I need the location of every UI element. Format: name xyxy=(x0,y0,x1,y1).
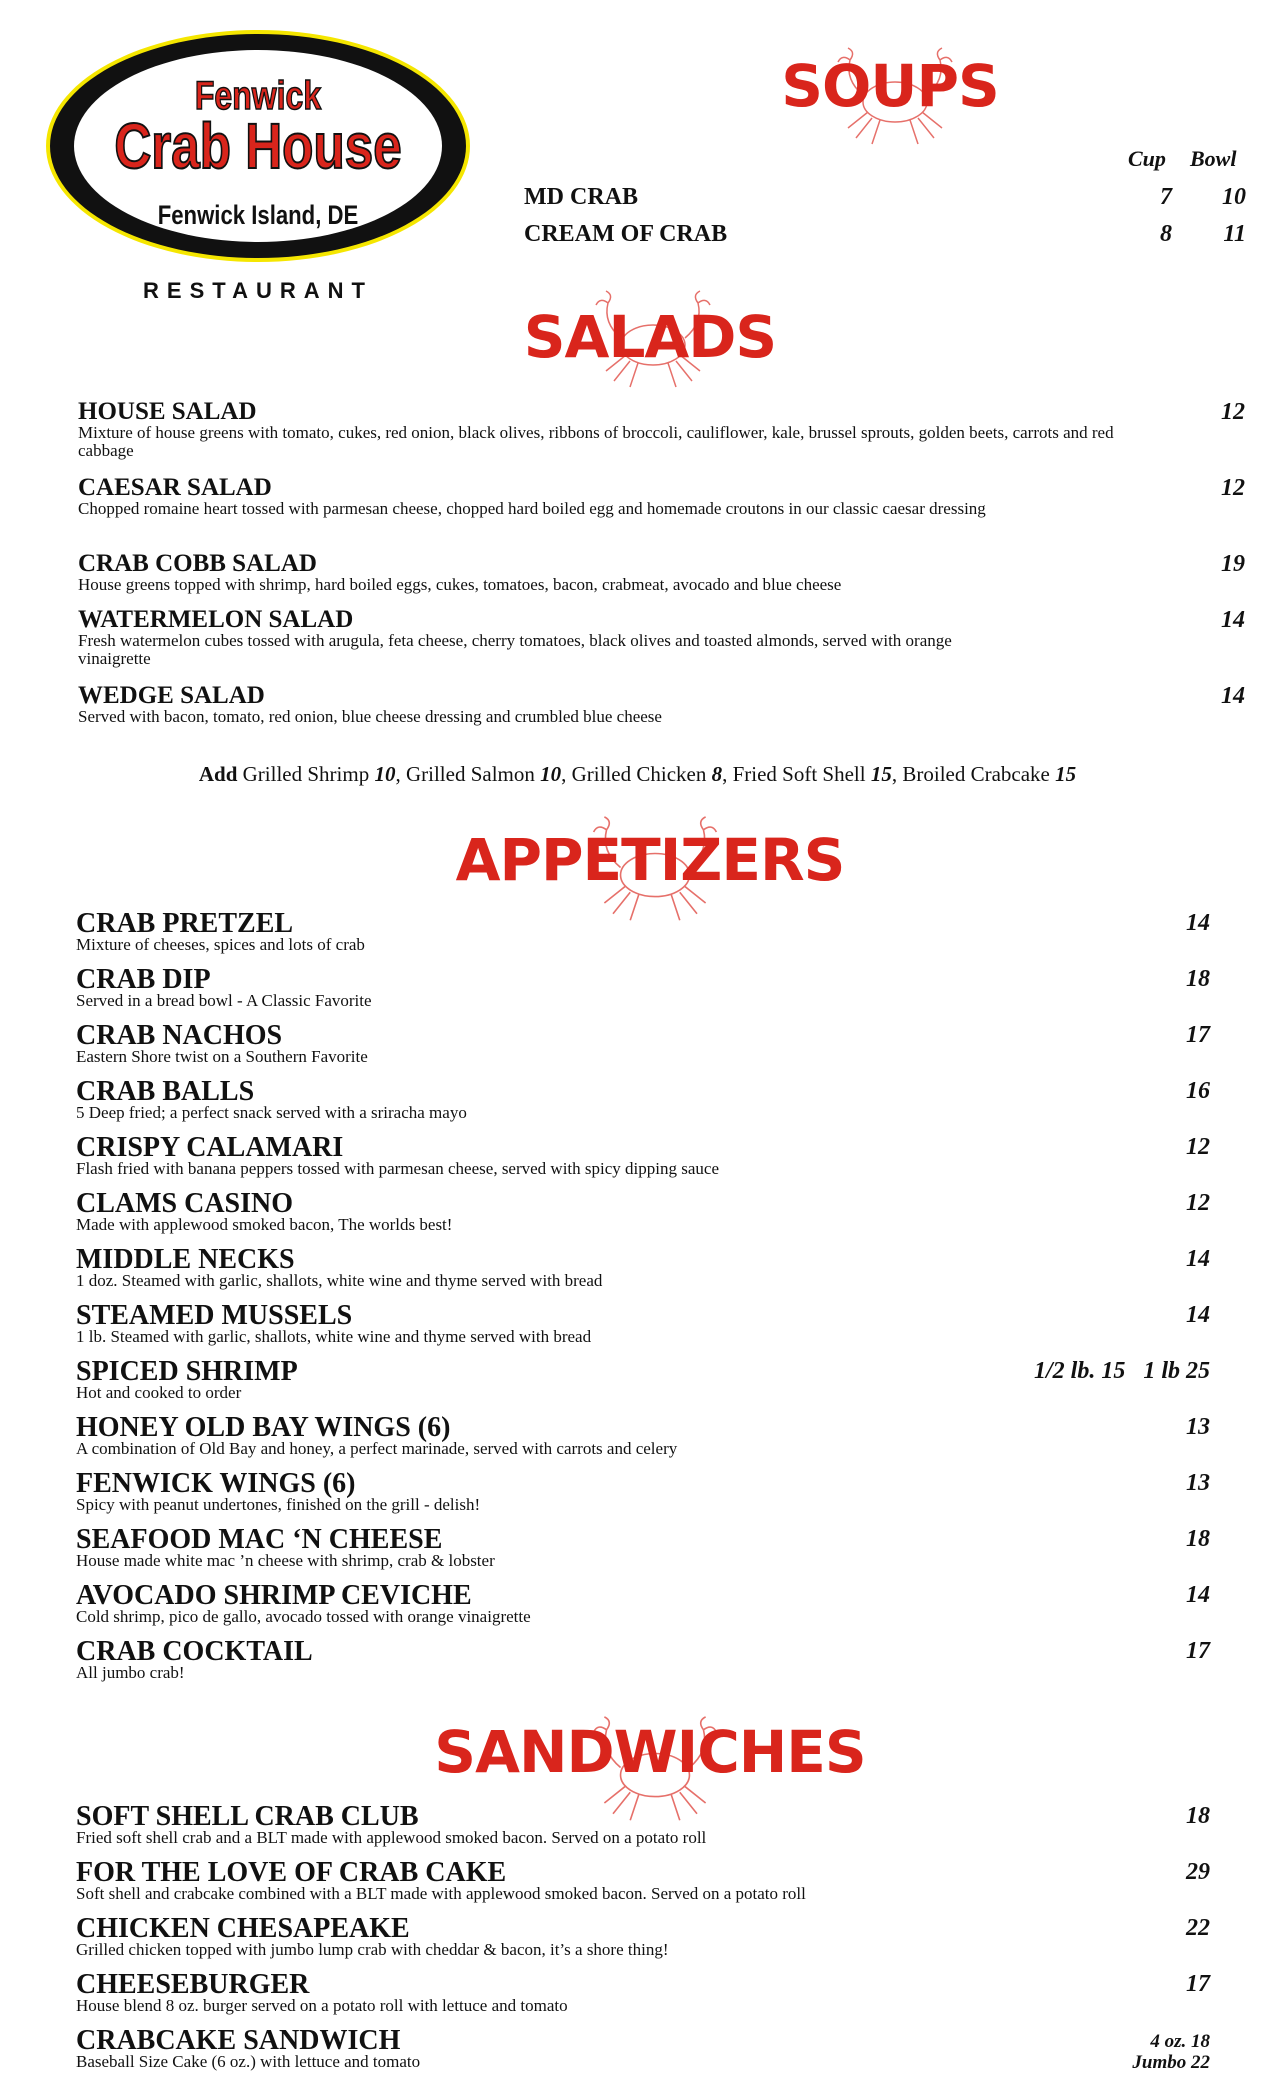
add-on-name: Grilled Salmon xyxy=(405,762,535,786)
appetizer-price: 13 xyxy=(1186,1414,1210,1440)
salad-name: CRAB COBB SALAD xyxy=(78,550,317,577)
sandwich-name: CHICKEN CHESAPEAKE xyxy=(76,1913,410,1944)
appetizer-name: SPICED SHRIMP xyxy=(76,1356,298,1387)
soup-bowl-price: 11 xyxy=(1223,221,1246,247)
sandwich-price: 4 oz. 18 xyxy=(1150,2031,1210,2052)
add-on-name: Broiled Crabcake xyxy=(902,762,1050,786)
add-on-price: 10 xyxy=(374,762,396,786)
sandwich-name: FOR THE LOVE OF CRAB CAKE xyxy=(76,1857,507,1888)
salad-name: WATERMELON SALAD xyxy=(78,606,354,633)
add-on-price: 15 xyxy=(1055,762,1077,786)
appetizer-price: 18 xyxy=(1186,966,1210,992)
sandwich-description: Grilled chicken topped with jumbo lump crab with cheddar & bacon, it’s a shore thing! xyxy=(76,1940,669,1959)
soups-cup-header: Cup xyxy=(1128,146,1166,171)
sandwiches-heading: SANDWICHES xyxy=(434,1718,866,1786)
add-on-price: 10 xyxy=(540,762,562,786)
appetizer-price: 16 xyxy=(1186,1078,1210,1104)
sandwich-price: 29 xyxy=(1186,1859,1210,1885)
appetizer-name: SEAFOOD MAC ‘N CHEESE xyxy=(76,1524,443,1555)
add-on-price: 15 xyxy=(870,762,892,786)
appetizer-description: Mixture of cheeses, spices and lots of crab xyxy=(76,935,365,954)
appetizer-name: CRAB DIP xyxy=(76,964,211,995)
salad-add-ons: Add Grilled Shrimp 10, Grilled Salmon 10, Grilled Chicken 8, Fried Soft Shell 15, Broiled Crabcake 15 xyxy=(198,762,1077,786)
sandwich-price: 22 xyxy=(1186,1915,1210,1941)
appetizer-price: 1/2 lb. 15 1 lb 25 xyxy=(1033,1358,1210,1384)
appetizer-price: 18 xyxy=(1186,1526,1210,1552)
appetizer-name: CRAB COCKTAIL xyxy=(76,1636,313,1667)
restaurant-logo xyxy=(46,30,476,303)
salad-price: 12 xyxy=(1221,475,1245,501)
sandwich-name: SOFT SHELL CRAB CLUB xyxy=(76,1801,419,1832)
soup-cup-price: 8 xyxy=(1160,221,1172,247)
sandwich-name: CRABCAKE SANDWICH xyxy=(76,2025,401,2056)
appetizer-name: CLAMS CASINO xyxy=(76,1188,294,1219)
sandwich-description: Baseball Size Cake (6 oz.) with lettuce and tomato xyxy=(76,2052,421,2071)
add-on-name: Grilled Chicken xyxy=(571,762,707,786)
appetizer-price: 14 xyxy=(1186,1246,1210,1272)
salad-description: House greens topped with shrimp, hard boiled eggs, cukes, tomatoes, bacon, crabmeat, avocado and blue cheese xyxy=(78,575,842,594)
salads-heading: SALADS xyxy=(523,303,777,371)
appetizer-description: Eastern Shore twist on a Southern Favorite xyxy=(76,1047,368,1066)
salad-name: CAESAR SALAD xyxy=(78,474,272,501)
appetizer-name: HONEY OLD BAY WINGS (6) xyxy=(76,1412,451,1443)
sandwich-description: House blend 8 oz. burger served on a potato roll with lettuce and tomato xyxy=(76,1996,568,2015)
appetizer-description: Spicy with peanut undertones, finished on the grill - delish! xyxy=(76,1495,481,1514)
appetizer-description: All jumbo crab! xyxy=(76,1663,185,1682)
logo-name-line2: Crab House xyxy=(114,110,402,182)
appetizer-name: AVOCADO SHRIMP CEVICHE xyxy=(76,1580,472,1611)
salad-price: 14 xyxy=(1221,683,1245,709)
soups-heading: SOUPS xyxy=(781,52,999,120)
appetizer-name: CRAB PRETZEL xyxy=(76,908,294,939)
soup-cup-price: 7 xyxy=(1160,184,1172,210)
add-on-name: Grilled Shrimp xyxy=(242,762,370,786)
sandwich-price: 18 xyxy=(1186,1803,1210,1829)
appetizer-description: Made with applewood smoked bacon, The worlds best! xyxy=(76,1215,453,1234)
appetizer-description: 1 lb. Steamed with garlic, shallots, white wine and thyme served with bread xyxy=(76,1327,592,1346)
appetizer-description: 1 doz. Steamed with garlic, shallots, white wine and thyme served with bread xyxy=(76,1271,603,1290)
sandwich-price: 17 xyxy=(1186,1971,1210,1997)
add-on-price: 8 xyxy=(711,762,723,786)
appetizer-name: CRISPY CALAMARI xyxy=(76,1132,344,1163)
appetizer-name: STEAMED MUSSELS xyxy=(76,1300,353,1331)
appetizer-name: CRAB BALLS xyxy=(76,1076,255,1107)
soup-name: MD CRAB xyxy=(524,184,638,210)
appetizer-description: A combination of Old Bay and honey, a perfect marinade, served with carrots and celery xyxy=(76,1439,678,1458)
salad-price: 12 xyxy=(1221,399,1245,425)
soup-name: CREAM OF CRAB xyxy=(524,221,728,247)
appetizer-name: MIDDLE NECKS xyxy=(76,1244,295,1275)
appetizer-price: 14 xyxy=(1186,910,1210,936)
appetizer-price: 14 xyxy=(1186,1582,1210,1608)
appetizer-description: 5 Deep fried; a perfect snack served with a sriracha mayo xyxy=(76,1103,467,1122)
salad-description: Chopped romaine heart tossed with parmesan cheese, chopped hard boiled egg and homemade croutons in our classic caesar dressing xyxy=(78,499,986,518)
logo-name-line1: Fenwick xyxy=(194,74,322,118)
sandwich-price: Jumbo 22 xyxy=(1132,2052,1210,2073)
salad-description: Fresh watermelon cubes tossed with arugula, feta cheese, cherry tomatoes, black olives and toasted almonds, served with orange vinaigrette xyxy=(78,631,952,668)
salad-description: Served with bacon, tomato, red onion, blue cheese dressing and crumbled blue cheese xyxy=(78,707,662,726)
appetizer-description: Served in a bread bowl - A Classic Favorite xyxy=(76,991,372,1010)
salad-name: HOUSE SALAD xyxy=(78,398,257,425)
appetizer-description: Flash fried with banana peppers tossed with parmesan cheese, served with spicy dipping sauce xyxy=(76,1159,719,1178)
add-label: Add xyxy=(198,762,238,786)
appetizer-price: 12 xyxy=(1186,1134,1210,1160)
salad-price: 19 xyxy=(1221,551,1245,577)
salad-description: Mixture of house greens with tomato, cukes, red onion, black olives, ribbons of broccoli, cauliflower, kale, brussel sprouts, golden beets, carrots and red cabbage xyxy=(78,423,1114,460)
appetizer-description: Cold shrimp, pico de gallo, avocado tossed with orange vinaigrette xyxy=(76,1607,531,1626)
salad-name: WEDGE SALAD xyxy=(78,682,265,709)
appetizer-price: 17 xyxy=(1186,1638,1210,1664)
appetizer-name: CRAB NACHOS xyxy=(76,1020,283,1051)
appetizer-price: 14 xyxy=(1186,1302,1210,1328)
soups-bowl-header: Bowl xyxy=(1190,146,1237,171)
logo-location: Fenwick Island, DE xyxy=(157,200,359,230)
logo-subtitle: RESTAURANT xyxy=(143,278,373,303)
appetizer-description: Hot and cooked to order xyxy=(76,1383,242,1402)
add-on-name: Fried Soft Shell xyxy=(732,762,866,786)
appetizer-price: 12 xyxy=(1186,1190,1210,1216)
appetizer-name: FENWICK WINGS (6) xyxy=(76,1468,356,1499)
sandwich-description: Fried soft shell crab and a BLT made with applewood smoked bacon. Served on a potato roll xyxy=(76,1828,707,1847)
sandwich-name: CHEESEBURGER xyxy=(76,1969,310,2000)
appetizer-price: 13 xyxy=(1186,1470,1210,1496)
appetizer-description: House made white mac ’n cheese with shrimp, crab & lobster xyxy=(76,1551,495,1570)
salad-price: 14 xyxy=(1221,607,1245,633)
sandwich-description: Soft shell and crabcake combined with a BLT made with applewood smoked bacon. Served on a potato roll xyxy=(76,1884,806,1903)
appetizers-heading: APPETIZERS xyxy=(455,826,845,894)
appetizer-price: 17 xyxy=(1186,1022,1210,1048)
soup-bowl-price: 10 xyxy=(1222,184,1246,210)
